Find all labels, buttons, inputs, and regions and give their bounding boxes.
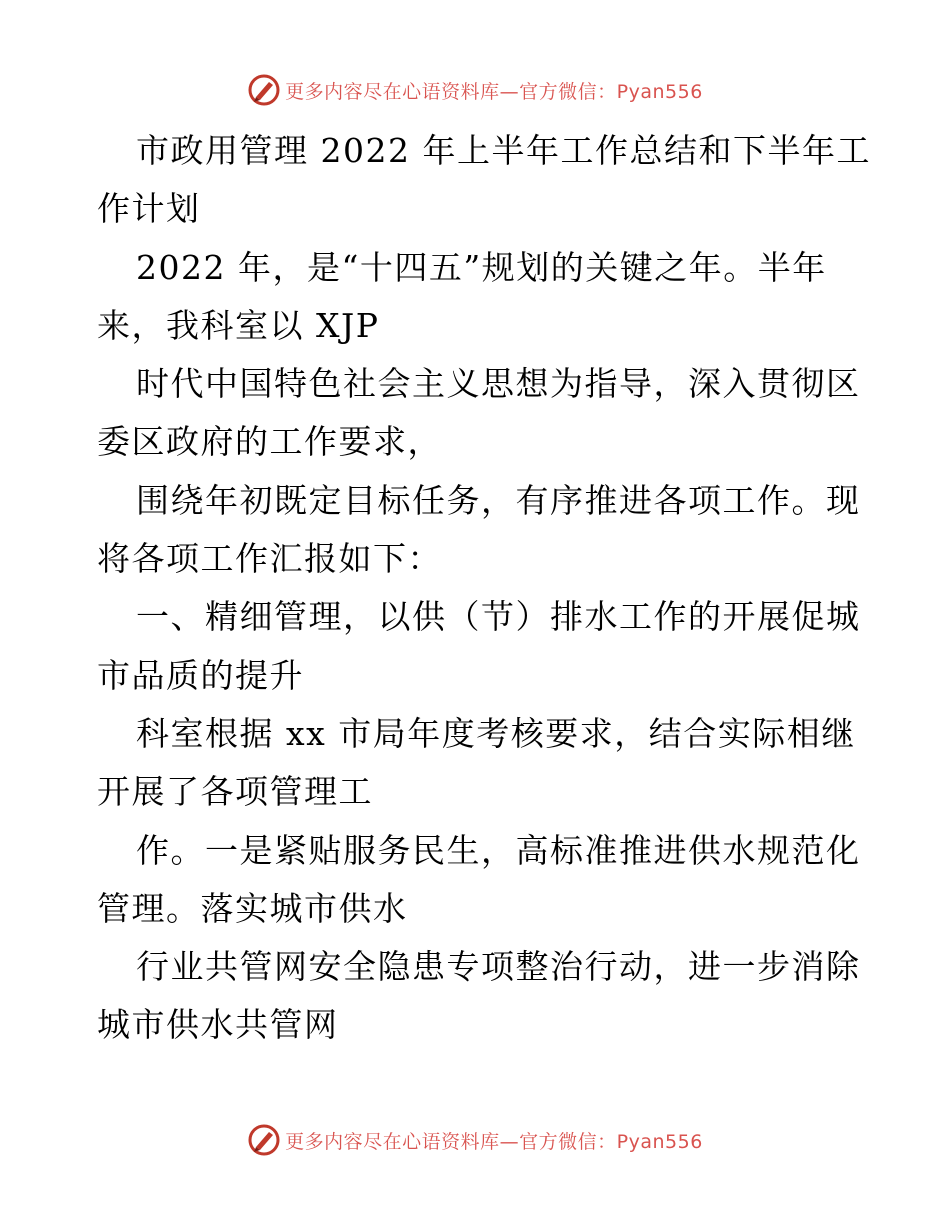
title-line-2: 作计划 [97,189,201,229]
watermark-text: 更多内容尽在心语资料库—官方微信：Pyan556 [285,80,703,103]
paragraph-line: 城市供水共管网 [97,1005,339,1045]
paragraph-line: 委区政府的工作要求， [97,422,442,462]
paragraph-line: 来，我科室以 XJP [97,305,380,345]
title-line-1: 市政用管理 2022 年上半年工作总结和下半年工 [136,131,871,170]
footer-watermark [0,1120,950,1160]
paragraph-line: 行业共管网安全隐患专项整治行动，进一步消除 [136,947,861,987]
pen-circle-logo-icon [247,73,281,107]
header-watermark [0,70,950,110]
paragraph-line: 将各项工作汇报如下： [97,539,442,579]
paragraph-line: 开展了各项管理工 [97,772,373,812]
paragraph-line: 管理。落实城市供水 [97,888,408,928]
section-heading-line: 一、精细管理，以供（节）排水工作的开展促城 [136,597,861,637]
pen-circle-logo-icon [247,1123,281,1157]
paragraph-line: 作。一是紧贴服务民生，高标准推进供水规范化 [136,830,861,870]
section-heading-line: 市品质的提升 [97,655,304,695]
paragraph-line: 2022 年，是“十四五”规划的关键之年。半年 [136,247,827,287]
watermark-text: 更多内容尽在心语资料库—官方微信：Pyan556 [285,1130,703,1153]
paragraph-line: 时代中国特色社会主义思想为指导，深入贯彻区 [136,364,861,404]
paragraph-line: 科室根据 xx 市局年度考核要求，结合实际相继 [136,713,856,753]
document-body [97,122,871,1055]
paragraph-line: 围绕年初既定目标任务，有序推进各项工作。现 [136,480,861,520]
